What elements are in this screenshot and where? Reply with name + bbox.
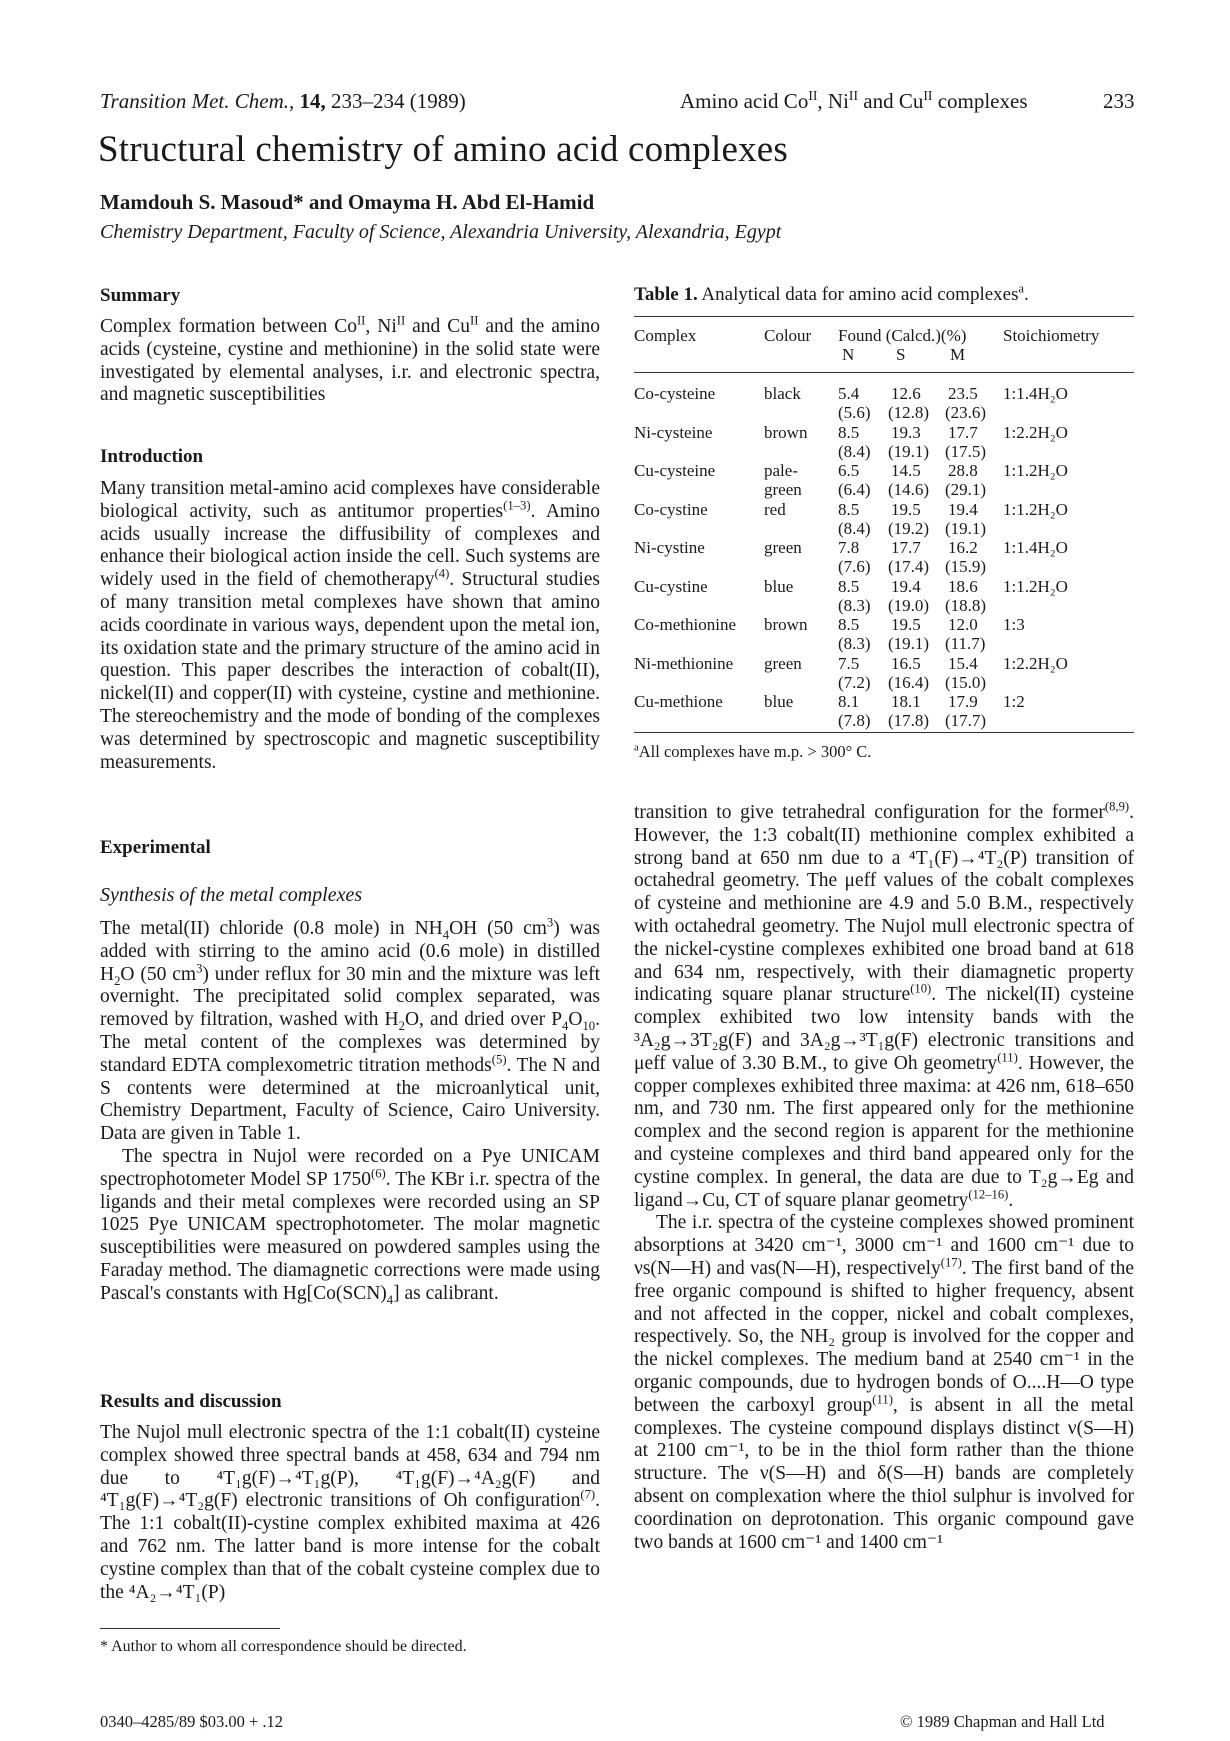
col-header-s: S	[896, 345, 906, 364]
cell-sc: (14.6)	[888, 480, 930, 499]
exp-text: ] as calibrant.	[393, 1282, 499, 1304]
subscript: 4	[386, 1292, 394, 1307]
introduction-heading: Introduction	[100, 446, 204, 467]
reference-marker: (6)	[370, 1166, 386, 1181]
exp-text: . The N and S contents were determined at the microanlytical unit, Chemistry Department, Faculty of Science, Cairo University. Data are given in Table 1.	[100, 1054, 601, 1145]
table-row	[634, 654, 1134, 692]
reference-marker: (10)	[910, 981, 932, 996]
exp-text: ) was added with stirring to the amino acid (0.6 mole) in distilled H	[100, 918, 600, 985]
results-text: The Nujol mull electronic spectra of the 1:1 cobalt(II) cysteine complex showed three spectral bands at 458, 634 and 794 nm due to ⁴T₁g(F)→⁴T₁g(P), ⁴T₁g(F)→⁴A₂g(F) and ⁴T₁g(F)→⁴T₂g(F) electronic transitions of Oh configuration	[100, 1422, 600, 1512]
cell-mc: (23.6)	[945, 403, 987, 422]
col-header-complex: Complex	[634, 326, 697, 345]
cell-m: 12.0	[948, 615, 978, 634]
journal-pages: 233–234 (1989)	[331, 89, 466, 113]
article-affiliation: Chemistry Department, Faculty of Science, Alexandria University, Alexandria, Egypt	[100, 221, 782, 243]
col-header-found: Found (Calcd.)(%)	[838, 326, 967, 345]
cell-stoich: 1:1.4H₂O	[1003, 538, 1068, 557]
reference-marker: (12–16)	[968, 1187, 1009, 1202]
summary-text: , Ni	[365, 316, 397, 337]
cell-sc: (16.4)	[888, 672, 930, 692]
synthesis-subheading: Synthesis of the metal complexes	[100, 884, 363, 906]
cell-stoich: 1:1.2H₂O	[1003, 576, 1068, 596]
cell-m: 17.9	[948, 692, 978, 711]
table-top-rule	[634, 316, 1134, 317]
cell-m: 23.5	[948, 384, 978, 403]
exp-text: O, and dried over P	[404, 1009, 563, 1031]
summary-paragraph	[100, 313, 600, 407]
subscript: 2	[398, 1019, 405, 1034]
exp-text: OH (50 cm	[449, 918, 547, 939]
table-note-mark: a	[634, 741, 639, 754]
cell-stoich: 1:2.2H₂O	[1003, 422, 1068, 442]
cell-s: 18.1	[891, 692, 921, 711]
reference-marker: (11)	[872, 1392, 893, 1407]
table-bottom-rule	[634, 732, 1134, 733]
experimental-body	[100, 915, 601, 1307]
subscript: 4	[562, 1019, 569, 1034]
cell-nc: (8.4)	[838, 441, 871, 461]
exp-text: ) under reflux for 30 min and the mixture was left overnight. The precipitated solid complex separated, was removed by filtration, washed with H	[100, 963, 601, 1031]
table-row	[634, 461, 1134, 499]
cell-colour: black	[764, 384, 801, 403]
body-text: transition to give tetrahedral configuration for the former	[634, 802, 1105, 823]
cell-colour: brown	[764, 615, 808, 634]
intro-text: Many transition metal-amino acid complexes have considerable biological activity, such as antitumor properties	[100, 478, 600, 522]
table-row	[634, 615, 1134, 653]
intro-text: . Structural studies of many transition metal complexes have shown that amino acids coordinate in various ways, dependent upon the metal ion, its oxidation state and the primary structure of the amino acid in question. This paper describes the interaction of cobalt(II), nickel(II) and copper(II) with cysteine, cystine and methionine. The stereochemistry and the mode of bonding of the complexes was determined by spectroscopic and magnetic susceptibility measurements.	[100, 569, 600, 773]
cell-mc: (15.9)	[945, 557, 987, 576]
article-authors: Mamdouh S. Masoud* and Omayma H. Abd El-Hamid	[100, 190, 595, 214]
right-column-body	[634, 799, 1134, 1554]
oxidation-state: II	[356, 313, 366, 328]
cell-complex: Cu-cysteine	[634, 461, 716, 480]
cell-complex: Cu-cystine	[634, 576, 708, 596]
table-caption-text: Analytical data for amino acid complexes	[701, 284, 1019, 305]
cell-mc: (17.7)	[945, 711, 987, 730]
superscript: 3	[546, 915, 554, 930]
synthesis-paragraph	[100, 915, 601, 1146]
table-note-mark: a	[1018, 281, 1024, 296]
summary-text: and Cu	[405, 316, 470, 337]
body-text: The i.r. spectra of the cysteine complexes showed prominent absorptions at 3420 cm⁻¹, 3000 cm⁻¹ and 1600 cm⁻¹ due to νs(N—H) and νas(N—H), respectively	[634, 1212, 1134, 1279]
cell-n: 8.5	[838, 615, 860, 634]
cell-m: 16.2	[948, 538, 978, 557]
article-title: Structural chemistry of amino acid complexes	[98, 129, 789, 170]
cell-colour: red	[764, 499, 786, 519]
exp-text: The spectra in Nujol were recorded on a Pye UNICAM spectrophotometer Model SP 1750	[100, 1145, 600, 1190]
exp-text: The metal(II) chloride (0.8 mole) in NH	[100, 918, 443, 939]
cell-nc: (8.3)	[838, 634, 871, 653]
table-row	[634, 692, 1134, 730]
subscript: 4	[442, 927, 450, 942]
cell-mc: (19.1)	[945, 518, 987, 538]
exp-text: O	[568, 1009, 583, 1031]
cell-stoich: 1:1.2H₂O	[1003, 499, 1068, 519]
cell-s: 16.5	[891, 653, 921, 673]
cell-m: 19.4	[948, 499, 978, 519]
cell-nc: (7.8)	[838, 711, 871, 730]
exp-text: . The metal content of the complexes was determined by standard EDTA complexometric titration methods	[100, 1009, 600, 1076]
cell-colour: green	[764, 538, 802, 557]
oxidation-state: II	[923, 88, 933, 103]
body-text: . The first band of the free organic compound is shifted to higher frequency, absent and not affected in the copper, nickel and cobalt complexes, respectively. So, the NH₂ group is involved for the copper and the nickel complexes. The medium band at 2540 cm⁻¹ in the organic compounds, due to hydrogen bonds of O....H—O type between the carboxyl group	[634, 1257, 1134, 1416]
journal-name: Transition Met. Chem.,	[100, 89, 295, 113]
cell-stoich: 1:1.4H₂O	[1003, 384, 1068, 403]
reference-marker: (11)	[997, 1050, 1018, 1065]
journal-volume: 14,	[299, 89, 326, 113]
body-text: .	[1008, 1189, 1014, 1211]
introduction-paragraph	[100, 478, 600, 774]
cell-m: 28.8	[948, 461, 978, 480]
oxidation-state: II	[396, 313, 406, 328]
cell-n: 7.8	[838, 538, 860, 557]
running-title-part: complexes	[932, 89, 1028, 113]
running-title	[680, 88, 1028, 114]
subscript: 10	[582, 1019, 596, 1034]
reference-marker: (17)	[940, 1255, 962, 1270]
cell-s: 19.5	[891, 499, 921, 519]
cell-stoich: 1:2.2H₂O	[1003, 653, 1068, 673]
cell-complex: Co-methionine	[634, 615, 736, 634]
cell-n: 6.5	[838, 461, 860, 480]
results-text: . The 1:1 cobalt(II)-cystine complex exhibited maxima at 426 and 762 nm. The latter band is more intense for the cobalt cystine complex than that of the cobalt cysteine complex due to the ⁴A₂→⁴T₁(P)	[100, 1490, 600, 1603]
summary-text: Complex formation between Co	[100, 316, 357, 337]
cell-mc: (29.1)	[945, 480, 987, 499]
cell-colour: brown	[764, 422, 808, 442]
cell-nc: (8.3)	[838, 595, 871, 615]
cell-sc: (19.1)	[888, 634, 930, 653]
cell-s: 19.3	[891, 422, 921, 442]
oxidation-state: II	[848, 88, 859, 103]
cell-s: 14.5	[891, 461, 921, 480]
cell-sc: (17.4)	[888, 557, 930, 576]
cell-mc: (11.7)	[945, 634, 986, 653]
cell-nc: (5.6)	[838, 403, 871, 422]
table-row	[634, 500, 1134, 538]
oxidation-state: II	[469, 313, 479, 328]
cell-complex: Cu-methione	[634, 692, 723, 711]
ir-spectra-paragraph	[634, 1212, 1134, 1554]
cell-n: 8.5	[838, 422, 860, 442]
cell-complex: Ni-cysteine	[634, 422, 713, 442]
running-title-part: and Cu	[858, 89, 924, 113]
cell-nc: (7.2)	[838, 672, 871, 692]
cell-m: 15.4	[948, 653, 978, 673]
table-row	[634, 577, 1134, 615]
cell-stoich: 1:2	[1003, 692, 1025, 711]
col-header-m: M	[950, 345, 966, 364]
cell-complex: Co-cystine	[634, 499, 708, 519]
cell-mc: (15.0)	[945, 672, 987, 692]
superscript: 3	[196, 961, 203, 976]
cell-n: 8.5	[838, 499, 860, 519]
journal-citation	[100, 88, 466, 114]
cell-colour: blue	[764, 692, 794, 711]
article-code: 0340–4285/89 $03.00 + .12	[100, 1712, 284, 1731]
intro-text: . Amino acids usually increase the diffusibility of complexes and enhance their biological action inside the cell. Such systems are widely used in the field of chemotherapy	[100, 500, 600, 591]
col-header-colour: Colour	[764, 326, 812, 345]
cell-complex: Ni-methionine	[634, 653, 734, 673]
cell-n: 7.5	[838, 653, 860, 673]
table-caption	[634, 283, 1029, 307]
table-caption-end: .	[1023, 284, 1029, 305]
cell-n: 8.5	[838, 576, 860, 596]
table-row	[634, 384, 1134, 422]
cell-complex: Co-cysteine	[634, 384, 716, 403]
cell-m: 18.6	[948, 576, 978, 596]
cell-nc: (6.4)	[838, 480, 871, 499]
table-note	[634, 742, 871, 762]
summary-text: and the amino acids (cysteine, cystine and methionine) in the solid state were investigated by elemental analyses, i.r. and electronic spectra, and magnetic susceptibilities	[100, 316, 600, 406]
body-text: . The nickel(II) cysteine complex exhibited two low intensity bands with the ³A₂g→3T₂g(F) and 3A₂g→³T₁g(F) electronic transitions and μeff value of 3.30 B.M., to give Oh geometry	[634, 984, 1134, 1074]
copyright-notice: © 1989 Chapman and Hall Ltd	[900, 1712, 1105, 1731]
col-header-n: N	[842, 345, 855, 364]
reference-marker: (8,9)	[1104, 799, 1130, 814]
table-header-rule	[634, 372, 1134, 373]
cell-sc: (12.8)	[888, 403, 930, 422]
cell-sc: (19.2)	[888, 518, 930, 538]
cell-stoich: 1:1.2H₂O	[1003, 461, 1068, 480]
body-text: . However, the copper complexes exhibited three maxima: at 426 nm, 618–650 nm, and 730 nm. The first appeared only for the methionine complex and the second region is apparent for the methionine and cysteine complexes and third band appeared only for the cystine complex. In general, the data are due to T₂g→Eg and ligand→Cu, CT of square planar geometry	[634, 1052, 1134, 1211]
body-text: , is absent in all the metal complexes. The cysteine compound displays distinct ν(S—H) at 2100 cm⁻¹, to be in the thiol form rather than the thione structure. The ν(S—H) and δ(S—H) bands are completely absent on complexation where the thiol sulphur is involved for coordination on deprotonation. This organic compound gave two bands at 1600 cm⁻¹ and 1400 cm⁻¹	[634, 1394, 1134, 1553]
cell-colour: pale-	[764, 461, 798, 480]
cell-s: 17.7	[891, 538, 921, 557]
exp-text: O (50 cm	[120, 963, 197, 985]
author-footnote: * Author to whom all correspondence should be directed.	[100, 1638, 467, 1655]
cell-s: 19.4	[891, 576, 921, 596]
running-title-part: , Ni	[817, 89, 849, 113]
results-paragraph	[100, 1422, 600, 1604]
cell-s: 19.5	[891, 615, 921, 634]
running-title-part: Amino acid Co	[680, 89, 809, 113]
subscript: 2	[114, 973, 121, 988]
reference-marker: (1–3)	[503, 498, 531, 513]
cell-s: 12.6	[891, 384, 921, 403]
spectra-paragraph	[100, 1146, 600, 1306]
cell-mc: (18.8)	[945, 595, 987, 615]
cell-mc: (17.5)	[945, 441, 987, 461]
table-row	[634, 538, 1134, 576]
table-label: Table 1.	[634, 284, 698, 305]
summary-heading: Summary	[100, 285, 181, 306]
page-number: 233	[1103, 89, 1135, 113]
col-header-stoichiometry: Stoichiometry	[1003, 326, 1100, 345]
cell-complex: Ni-cystine	[634, 538, 705, 557]
cell-sc: (19.1)	[888, 441, 930, 461]
cell-n: 8.1	[838, 692, 860, 711]
reference-marker: (4)	[434, 566, 450, 581]
table-row	[634, 423, 1134, 461]
cell-colour2: green	[764, 480, 802, 499]
cell-sc: (17.8)	[888, 711, 930, 730]
cell-colour: blue	[764, 576, 794, 596]
electronic-spectra-paragraph	[634, 799, 1134, 1212]
cell-colour: green	[764, 653, 802, 673]
footnote-rule	[100, 1628, 280, 1629]
cell-nc: (7.6)	[838, 557, 871, 576]
cell-stoich: 1:3	[1003, 615, 1025, 634]
results-heading: Results and discussion	[100, 1391, 282, 1412]
reference-marker: (7)	[580, 1487, 596, 1502]
experimental-heading: Experimental	[100, 837, 211, 858]
oxidation-state: II	[808, 88, 818, 103]
table-note-text: All complexes have m.p. > 300° C.	[638, 742, 872, 761]
body-text: . However, the 1:3 cobalt(II) methionine complex exhibited a strong band at 650 nm due to a ⁴T₁(F)→⁴T₂(P) transition of octahedral geometry. The μeff values of the cobalt complexes of cysteine and methionine are 4.9 and 5.0 B.M., respectively with octahedral geometry. The Nujol mull electronic spectra of the nickel-cystine complexes exhibited one broad band at 618 and 634 nm, respectively, with their diamagnetic property indicating square planar structure	[634, 802, 1134, 1006]
exp-text: . The KBr i.r. spectra of the ligands and their metal complexes were recorded using an SP 1025 Pye UNICAM spectrophotometer. The molar magnetic susceptibilities were measured on powdered samples using the Faraday method. The diamagnetic corrections were made using Pascal's constants with Hg[Co(SCN)	[100, 1168, 600, 1304]
cell-n: 5.4	[838, 384, 860, 403]
cell-m: 17.7	[948, 422, 978, 442]
cell-nc: (8.4)	[838, 518, 871, 538]
reference-marker: (5)	[491, 1052, 507, 1067]
cell-sc: (19.0)	[888, 595, 930, 615]
